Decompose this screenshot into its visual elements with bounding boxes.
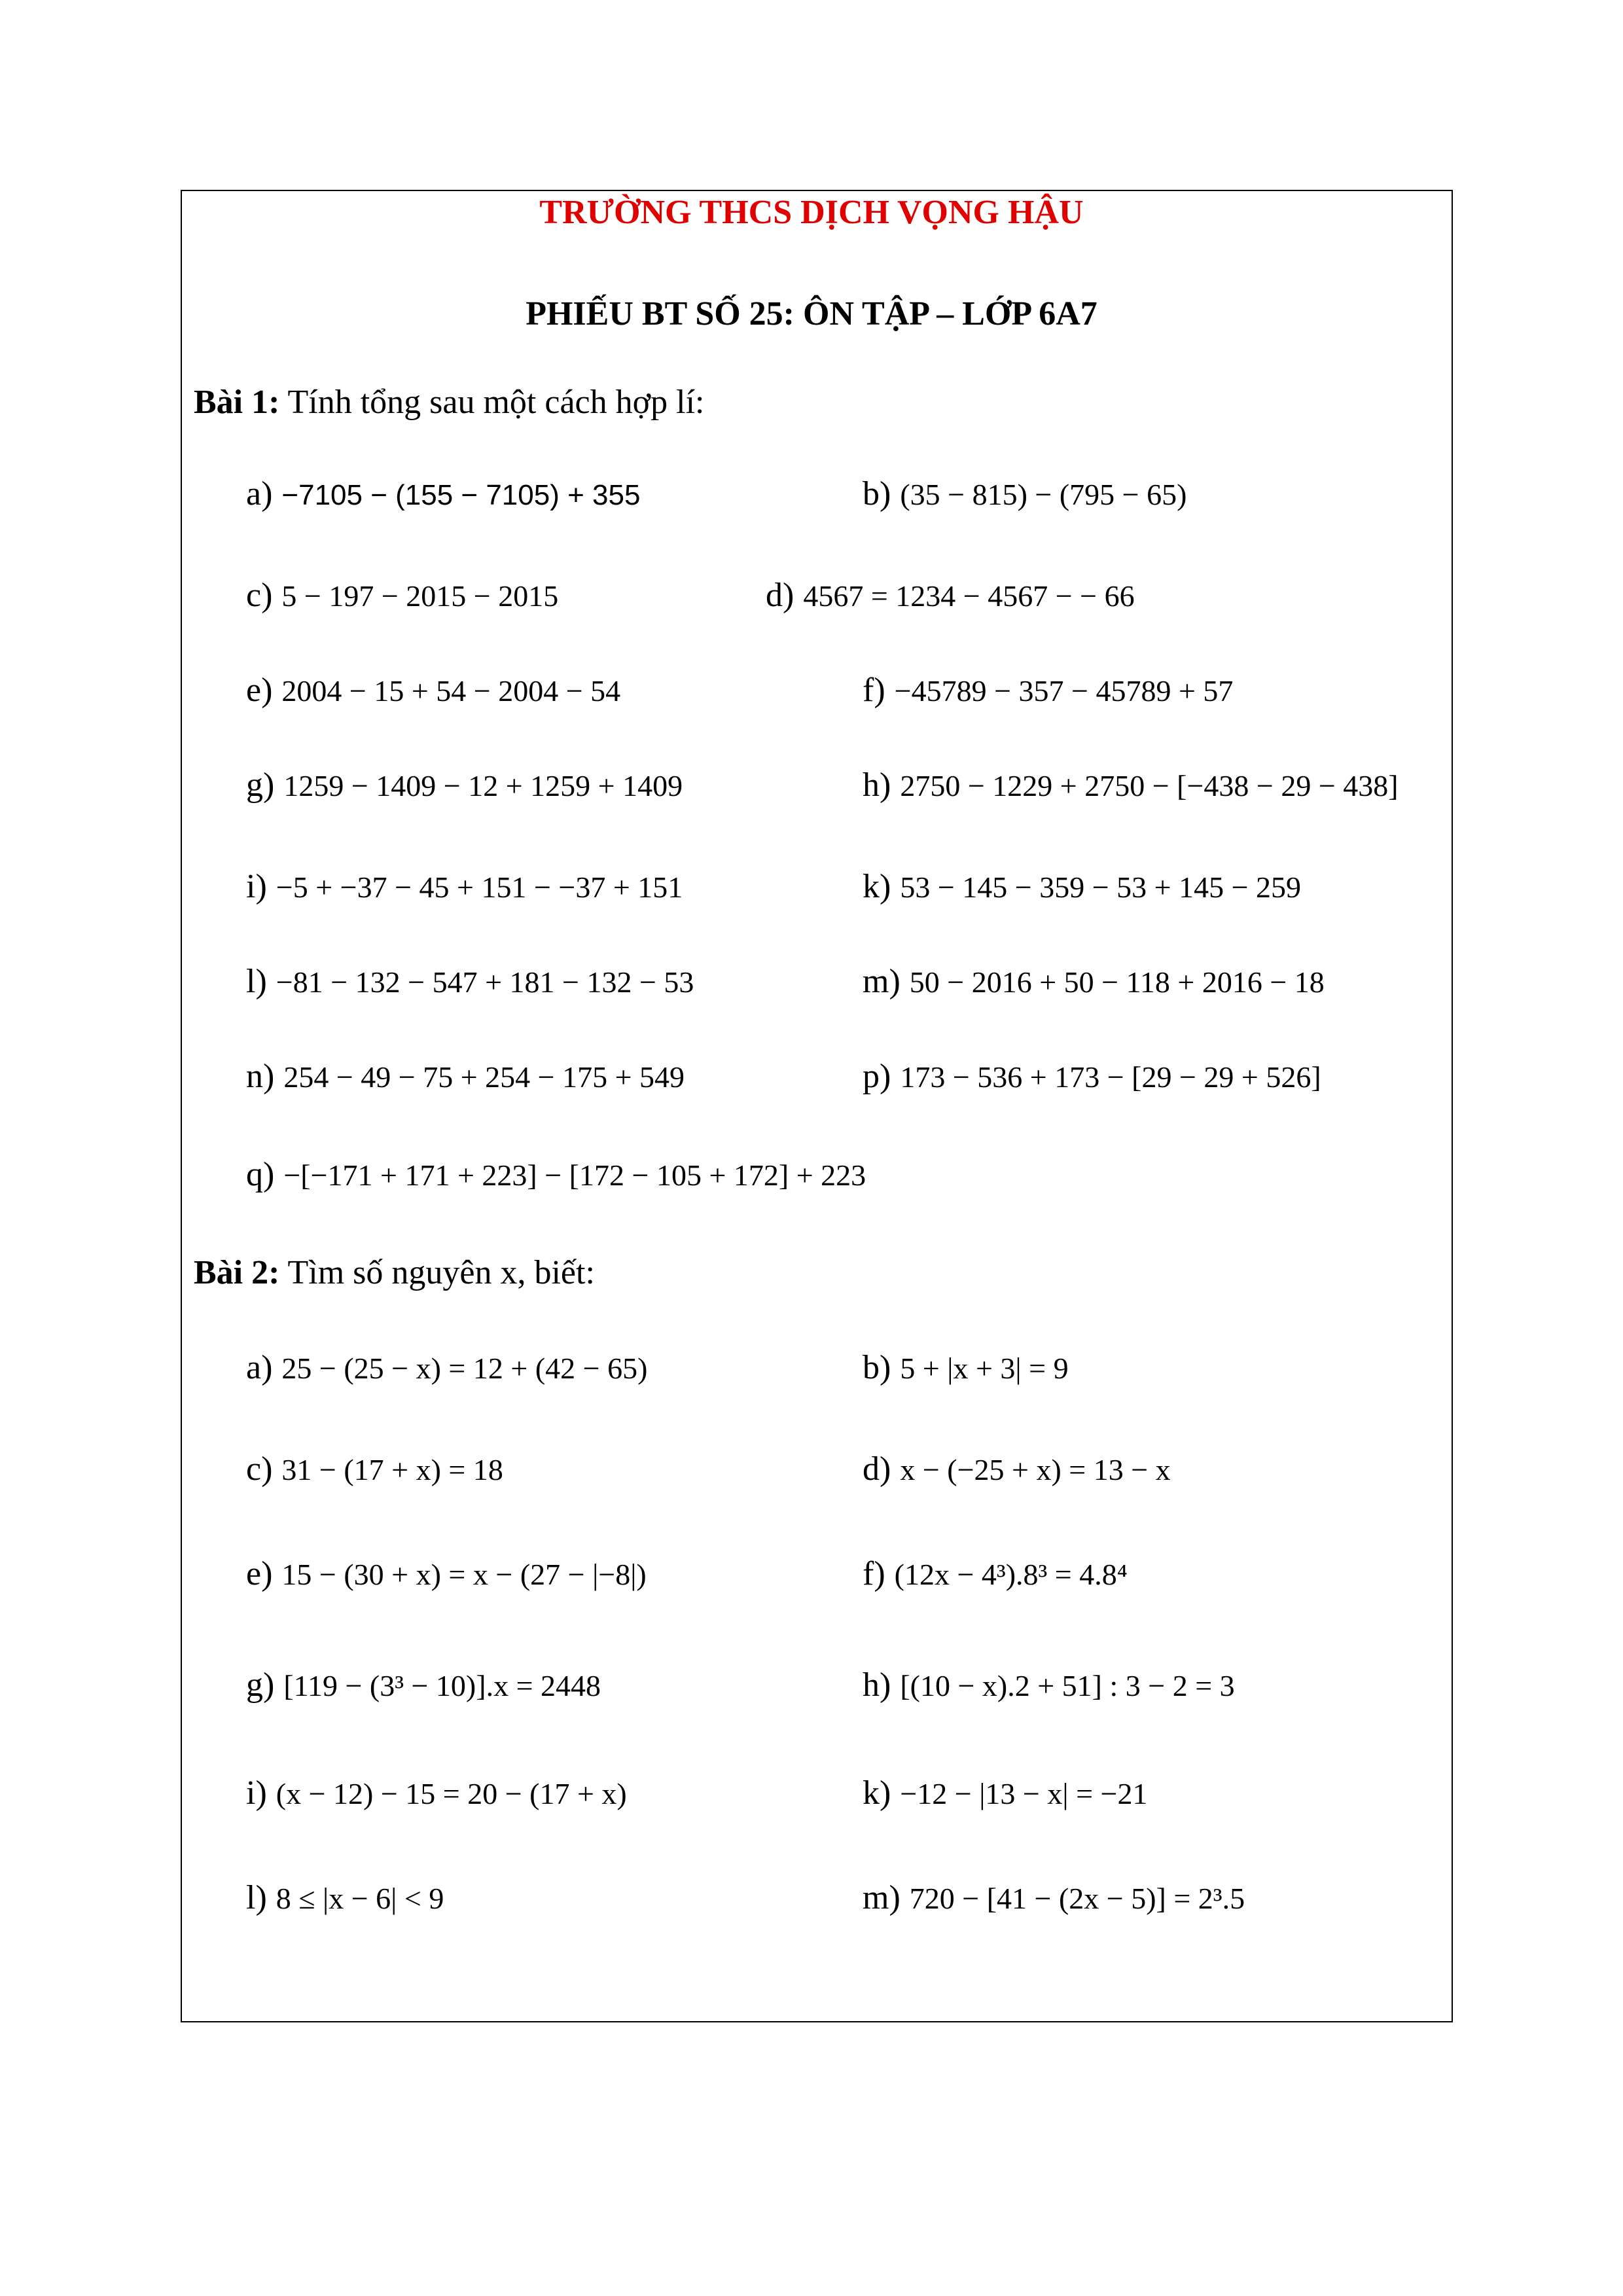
ex1-item-k: k) 53 − 145 − 359 − 53 + 145 − 259 xyxy=(863,868,1302,905)
ex1-item-e: e) 2004 − 15 + 54 − 2004 − 54 xyxy=(246,672,621,709)
ex2-item-e: e) 15 − (30 + x) = x − (27 − |−8|) xyxy=(246,1555,647,1592)
ex2-item-b: b) 5 + |x + 3| = 9 xyxy=(863,1349,1069,1386)
ex2-item-l: l) 8 ≤ |x − 6| < 9 xyxy=(246,1879,444,1916)
ex2-item-d: d) x − (−25 + x) = 13 − x xyxy=(863,1450,1171,1488)
ex2-item-h: h) [(10 − x).2 + 51] : 3 − 2 = 3 xyxy=(863,1666,1235,1704)
exercise-1-text: Tính tổng sau một cách hợp lí: xyxy=(279,384,705,421)
ex1-item-f: f) −45789 − 357 − 45789 + 57 xyxy=(863,672,1234,709)
ex2-item-g: g) [119 − (3³ − 10)].x = 2448 xyxy=(246,1666,601,1704)
exercise-2-text: Tìm số nguyên x, biết: xyxy=(279,1254,595,1291)
ex2-item-c: c) 31 − (17 + x) = 18 xyxy=(246,1450,503,1488)
ex1-item-c: c) 5 − 197 − 2015 − 2015 xyxy=(246,577,559,614)
ex1-item-g: g) 1259 − 1409 − 12 + 1259 + 1409 xyxy=(246,766,683,804)
school-name: TRƯỜNG THCS DỊCH VỌNG HẬU xyxy=(539,194,1084,231)
exercise-2-heading xyxy=(194,1253,595,1292)
ex2-item-a: a) 25 − (25 − x) = 12 + (42 − 65) xyxy=(246,1349,648,1386)
worksheet-frame xyxy=(181,190,1453,2022)
ex2-item-i: i) (x − 12) − 15 = 20 − (17 + x) xyxy=(246,1774,627,1812)
worksheet-title: PHIẾU BT SỐ 25: ÔN TẬP – LỚP 6A7 xyxy=(526,295,1097,332)
ex2-item-f: f) (12x − 4³).8³ = 4.8⁴ xyxy=(863,1555,1128,1592)
exercise-2-label: Bài 2: xyxy=(194,1254,280,1291)
ex1-item-h: h) 2750 − 1229 + 2750 − [−438 − 29 − 438] xyxy=(863,766,1399,804)
ex1-item-m: m) 50 − 2016 + 50 − 118 + 2016 − 18 xyxy=(863,963,1325,1000)
ex1-item-q: q) −[−171 + 171 + 223] − [172 − 105 + 172] + 223 xyxy=(246,1156,866,1193)
ex1-item-n: n) 254 − 49 − 75 + 254 − 175 + 549 xyxy=(246,1058,685,1095)
ex1-item-b: b) (35 − 815) − (795 − 65) xyxy=(863,475,1187,512)
ex2-item-k: k) −12 − |13 − x| = −21 xyxy=(863,1774,1148,1812)
ex1-item-a: a) −7105 − (155 − 7105) + 355 xyxy=(246,475,641,512)
ex1-item-l: l) −81 − 132 − 547 + 181 − 132 − 53 xyxy=(246,963,694,1000)
ex1-item-d: d) 4567 = 1234 − 4567 − − 66 xyxy=(766,577,1135,614)
ex2-item-m: m) 720 − [41 − (2x − 5)] = 2³.5 xyxy=(863,1879,1245,1916)
exercise-1-heading xyxy=(194,383,704,422)
ex1-item-i: i) −5 + −37 − 45 + 151 − −37 + 151 xyxy=(246,868,683,905)
exercise-1-label: Bài 1: xyxy=(194,384,280,421)
ex1-item-p: p) 173 − 536 + 173 − [29 − 29 + 526] xyxy=(863,1058,1321,1095)
